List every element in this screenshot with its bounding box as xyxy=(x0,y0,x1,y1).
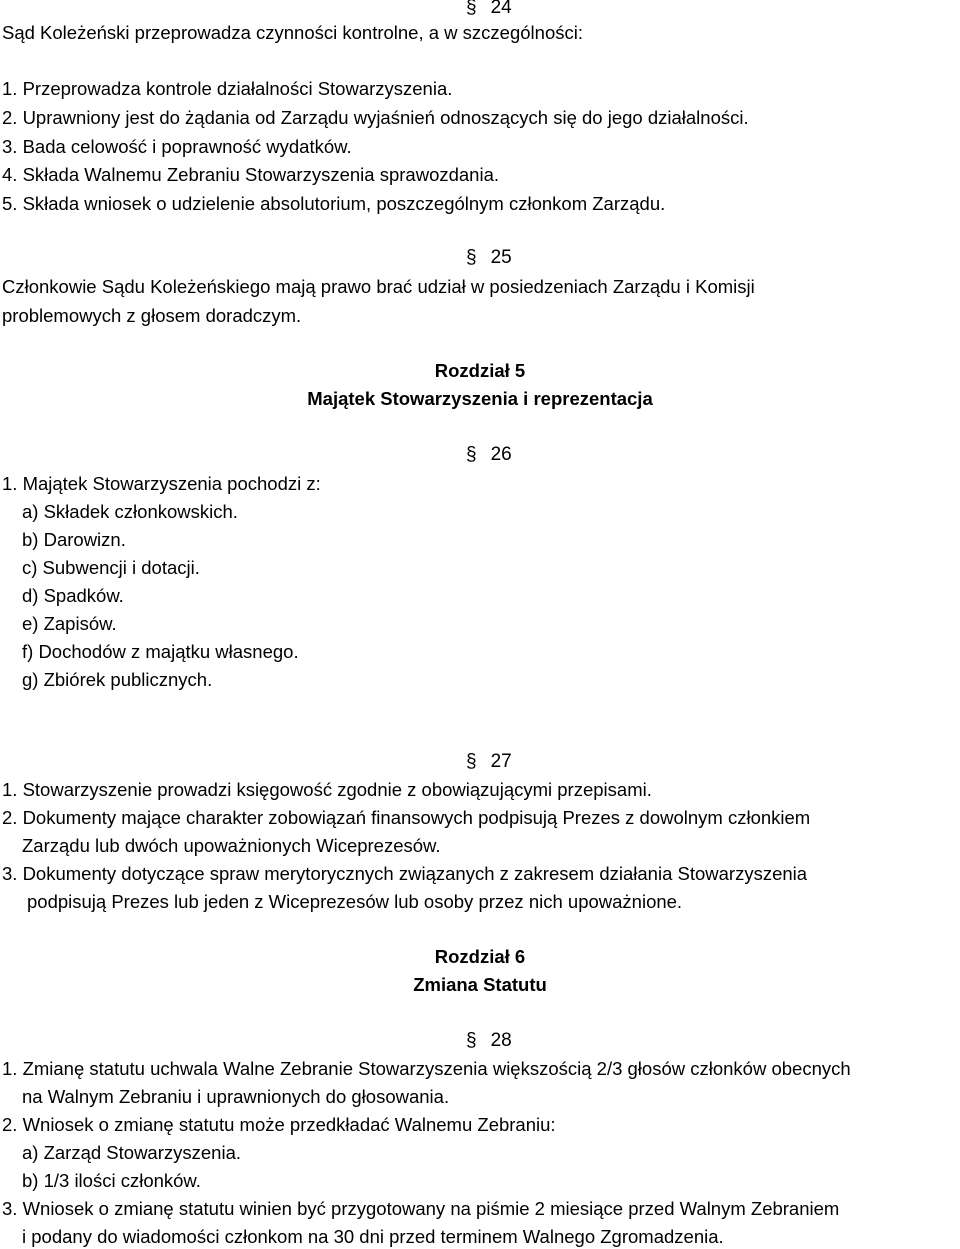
paragraph-25-line: Członkowie Sądu Koleżeńskiego mają prawo brać udział w posiedzeniach Zarządu i Komisji xyxy=(2,276,755,297)
paragraph-26-heading xyxy=(466,444,512,466)
list-item: 5. Składa wniosek o udzielenie absolutorium, poszczególnym członkom Zarządu. xyxy=(2,193,666,214)
paragraph-28-line: 3. Wniosek o zmianę statutu winien być przygotowany na piśmie 2 miesiące przed Walnym Zebraniem xyxy=(2,1198,840,1219)
chapter-6-label: Rozdział 6 xyxy=(434,946,526,967)
paragraph-number: 26 xyxy=(490,444,512,465)
paragraph-number: 24 xyxy=(490,0,512,18)
list-item: c) Subwencji i dotacji. xyxy=(22,557,200,578)
paragraph-24-heading xyxy=(466,0,512,19)
paragraph-number: 28 xyxy=(490,1030,512,1051)
section-sign: § xyxy=(466,444,477,465)
list-item: b) Darowizn. xyxy=(22,529,126,550)
paragraph-number: 25 xyxy=(490,247,512,268)
paragraph-27-line: podpisują Prezes lub jeden z Wiceprezesów lub osoby przez nich upoważnione. xyxy=(27,891,683,912)
list-item: 4. Składa Walnemu Zebraniu Stowarzyszenia sprawozdania. xyxy=(2,164,500,185)
chapter-5-title: Majątek Stowarzyszenia i reprezentacja xyxy=(307,388,653,409)
paragraph-28-line: na Walnym Zebraniu i uprawnionych do głosowania. xyxy=(22,1086,450,1107)
list-item: a) Zarząd Stowarzyszenia. xyxy=(22,1142,242,1163)
paragraph-27-line: 1. Stowarzyszenie prowadzi księgowość zgodnie z obowiązującymi przepisami. xyxy=(2,779,652,800)
list-item: 1. Przeprowadza kontrole działalności Stowarzyszenia. xyxy=(2,78,453,99)
paragraph-27-line: 2. Dokumenty mające charakter zobowiązań finansowych podpisują Prezes z dowolnym członkiem xyxy=(2,807,811,828)
paragraph-28-line: i podany do wiadomości członkom na 30 dni przed terminem Walnego Zgromadzenia. xyxy=(22,1226,724,1247)
paragraph-26-intro: 1. Majątek Stowarzyszenia pochodzi z: xyxy=(2,473,321,494)
chapter-5-label: Rozdział 5 xyxy=(434,360,526,381)
list-item: 2. Uprawniony jest do żądania od Zarządu wyjaśnień odnoszących się do jego działalności. xyxy=(2,107,749,128)
paragraph-27-line: Zarządu lub dwóch upoważnionych Wiceprezesów. xyxy=(22,835,441,856)
chapter-6-title: Zmiana Statutu xyxy=(413,974,547,995)
list-item: g) Zbiórek publicznych. xyxy=(22,669,213,690)
paragraph-28-line: 2. Wniosek o zmianę statutu może przedkładać Walnemu Zebraniu: xyxy=(2,1114,556,1135)
section-sign: § xyxy=(466,0,477,18)
paragraph-28-line: 1. Zmianę statutu uchwala Walne Zebranie Stowarzyszenia większością 2/3 głosów członków obecnych xyxy=(2,1058,851,1079)
list-item: a) Składek członkowskich. xyxy=(22,501,238,522)
section-sign: § xyxy=(466,751,477,772)
paragraph-24-intro: Sąd Koleżeński przeprowadza czynności kontrolne, a w szczególności: xyxy=(2,22,583,43)
list-item: b) 1/3 ilości członków. xyxy=(22,1170,201,1191)
list-item: e) Zapisów. xyxy=(22,613,117,634)
paragraph-number: 27 xyxy=(490,751,512,772)
list-item: d) Spadków. xyxy=(22,585,124,606)
paragraph-27-line: 3. Dokumenty dotyczące spraw merytorycznych związanych z zakresem działania Stowarzyszenia xyxy=(2,863,808,884)
paragraph-27-heading xyxy=(466,751,512,773)
paragraph-28-heading xyxy=(466,1030,512,1052)
paragraph-25-line: problemowych z głosem doradczym. xyxy=(2,305,302,326)
list-item: 3. Bada celowość i poprawność wydatków. xyxy=(2,136,352,157)
list-item: f) Dochodów z majątku własnego. xyxy=(22,641,299,662)
paragraph-25-heading xyxy=(466,247,512,269)
section-sign: § xyxy=(466,247,477,268)
section-sign: § xyxy=(466,1030,477,1051)
